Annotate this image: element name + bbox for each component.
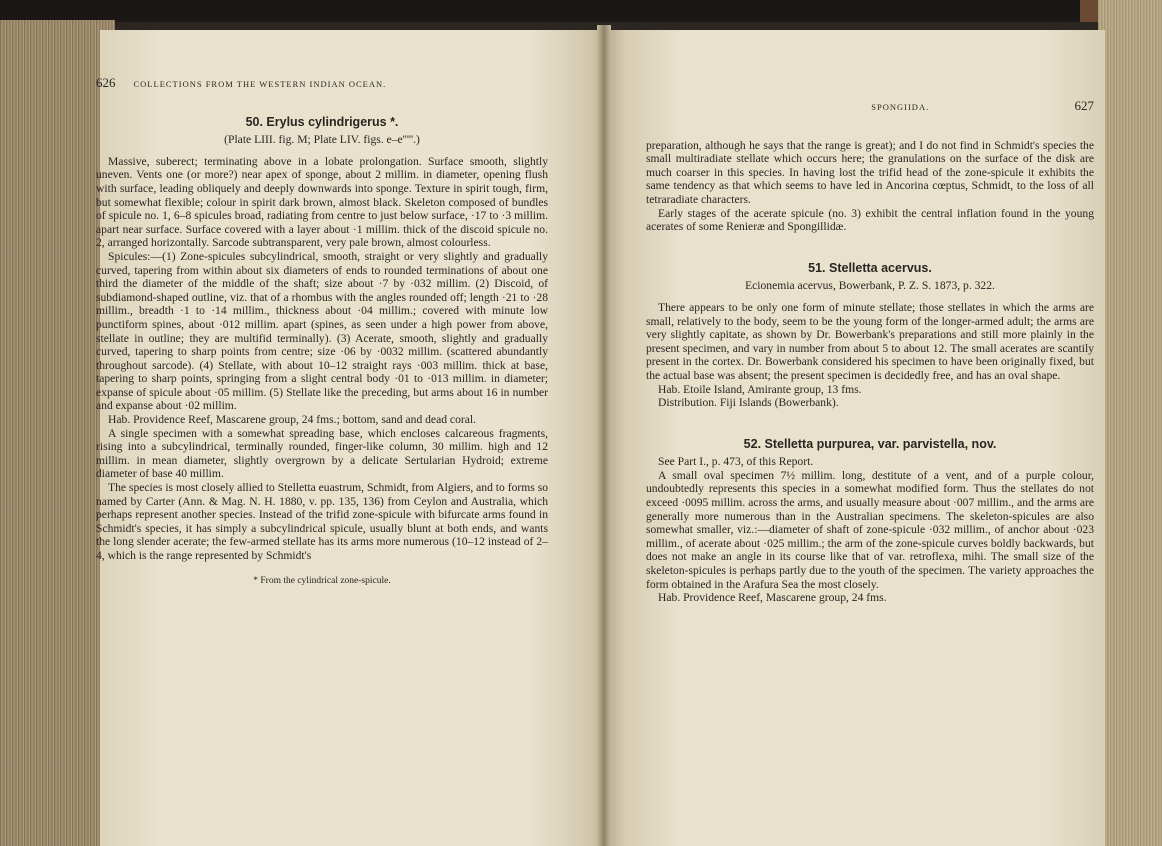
- paragraph: A single specimen with a somewhat spreading base, which encloses calcareous fragments, rising into a subcylindrical, terminally rounded, finger-like column, 30 millim. high and 12 millim. in mean diameter, slightly overgrown by a delicate Sertularian Hydroid; extreme diameter of base 40 millim.: [96, 426, 548, 481]
- page-number: 626: [96, 75, 116, 90]
- cross-reference: See Part I., p. 473, of this Report.: [658, 455, 814, 469]
- paragraph: Massive, suberect; terminating above in a lobate prolongation. Surface smooth, slightly uneven. Vents one (or more?) near apex of sponge, about 2 millim. in diameter, opening flush with surface, leading obliquely and deeply downwards into sponge. Texture in spirit tough, firm, but somewhat flexible; colour in spirit dark brown, almost black. Skeleton composed of bundles of spicule no. 1, 6–8 spicules broad, radiating from centre to just below surface, ·17 to ·3 millim. apart near surface. Surface covered with a layer about ·1 millim. thick of the discoid spicule no. 2, arranged horizontally. Sarcode subtransparent, very pale brown, almost colourless.: [96, 154, 548, 250]
- habitat-note: Hab. Providence Reef, Mascarene group, 24 fms.; bottom, sand and dead coral.: [108, 413, 476, 427]
- habitat-note: Hab. Etoile Island, Amirante group, 13 fms.: [658, 382, 862, 396]
- paragraph: preparation, although he says that the range is great); and I do not find in Schmidt's species the small multiradiate stellate which occurs here; the granulations on the surface of the disk are much coarser in this species. In having lost the trifid head of the zone-spicule it exhibits the same tendency as that which seems to have led in Ancorina cœptus, Schmidt, to the loss of all tetraradiate characters.: [646, 138, 1094, 206]
- page-number: 627: [1074, 98, 1094, 113]
- paragraph: Early stages of the acerate spicule (no. 3) exhibit the central inflation found in the young acerates of some Renieræ and Spongillidæ.: [646, 206, 1094, 234]
- distribution-note: Distribution. Fiji Islands (Bowerbank).: [658, 396, 839, 410]
- left-page-content: [96, 76, 548, 588]
- species-title: 50. Erylus cylindrigerus *.: [245, 114, 399, 129]
- species-title: 52. Stelletta purpurea, var. parvistella, nov.: [743, 436, 997, 451]
- paragraph: A small oval specimen 7½ millim. long, destitute of a vent, and of a purple colour, undoubtedly represents this species in a somewhat modified form. Thus the stellates do not exceed ·0095 millim. across the arms, and usually measure about ·007 millim., and the arms are generally more numerous than in the Australian specimens. The skeleton-spicules are also somewhat smaller, viz.:—diameter of shaft of zone-spicule ·032 millim., of anchor about ·023 millim., of acerate about ·025 millim.; the arm of the zone-spicule curves boldly backwards, but does not make an angle in its course like that of var. retroflexa, mihi. The small size of the skeleton-spicules is perhaps partly due to the youth of the specimen. The variety approaches the form obtained in the Arafura Sea the most closely.: [646, 468, 1094, 591]
- right-page-content: [646, 99, 1094, 605]
- habitat-note: Hab. Providence Reef, Mascarene group, 24 fms.: [658, 591, 887, 605]
- running-head-title: SPONGIIDA.: [871, 102, 930, 112]
- book-binding-top: [0, 0, 1162, 22]
- synonym: Ecionemia acervus, Bowerbank, P. Z. S. 1873, p. 322.: [745, 279, 995, 293]
- paragraph: There appears to be only one form of minute stellate; those stellates in which the arms are small, relatively to the body, seem to be the young form of the longer-armed adult; the arms are very slightly capitate, as shown by Dr. Bowerbank's preparations and still more plainly in the present specimen, and vary in number from about 5 to about 12. The small acerates are scantily present in the cortex. Dr. Bowerbank considered his specimen to have been originally fixed, but the actual base was absent; the present specimen is decidedly free, and has an oval shape.: [646, 300, 1094, 382]
- paragraph: The species is most closely allied to Stelletta euastrum, Schmidt, from Algiers, and to forms so named by Carter (Ann. & Mag. N. H. 1880, v. pp. 135, 136) from Ceylon and Australia, which perhaps represent another species. Instead of the trifid zone-spicule with bifurcate arms found in Schmidt's species, it has simply a subcylindrical spicule, usually blunt at both ends, and wants the long slender acerate; the few-armed stellate has its arms more numerous (10–12 instead of 2–4, which is the range represented by Schmidt's: [96, 481, 548, 562]
- plate-reference: (Plate LIII. fig. M; Plate LIV. figs. e–e'''''.): [224, 133, 420, 147]
- right-running-head: [646, 99, 1094, 115]
- species-title: 51. Stelletta acervus.: [808, 260, 932, 275]
- footnote: * From the cylindrical zone-spicule.: [253, 575, 391, 586]
- running-head-title: COLLECTIONS FROM THE WESTERN INDIAN OCEAN.: [133, 79, 387, 89]
- paragraph: Spicules:—(1) Zone-spicules subcylindrical, smooth, straight or very slightly and gradually curved, tapering from within about six diameters of ends to rounded terminations of about one third the diameter of the middle of the shaft; size about ·7 by ·032 millim. (2) Discoid, of subdiamond-shaped outline, viz. that of a rhombus with the angles rounded off; length ·21 to ·28 millim., breadth ·1 to ·14 millim., thickness about ·04 millim.; covered with minute low punctiform spines, about ·012 millim. apart (spines, as seen under a high power from above, stellate in outline; they are multifid terminally). (3) Acerate, smooth, slightly and gradually curved, tapering to sharp points from centre; size ·06 by ·0032 millim. (scattered abundantly throughout sarcode). (4) Stellate, with about 10–12 straight rays ·003 millim. thick at base, tapering to sharp points, springing from a slight central body ·01 to ·013 millim. in diameter; expanse of spicule about ·05 millim. (5) Stellate like the preceding, but arms about 16 in number and expanse about ·02 millim.: [96, 249, 548, 413]
- left-running-head: [96, 76, 548, 92]
- right-page-edges: [1098, 0, 1162, 846]
- book-gutter: [597, 25, 611, 846]
